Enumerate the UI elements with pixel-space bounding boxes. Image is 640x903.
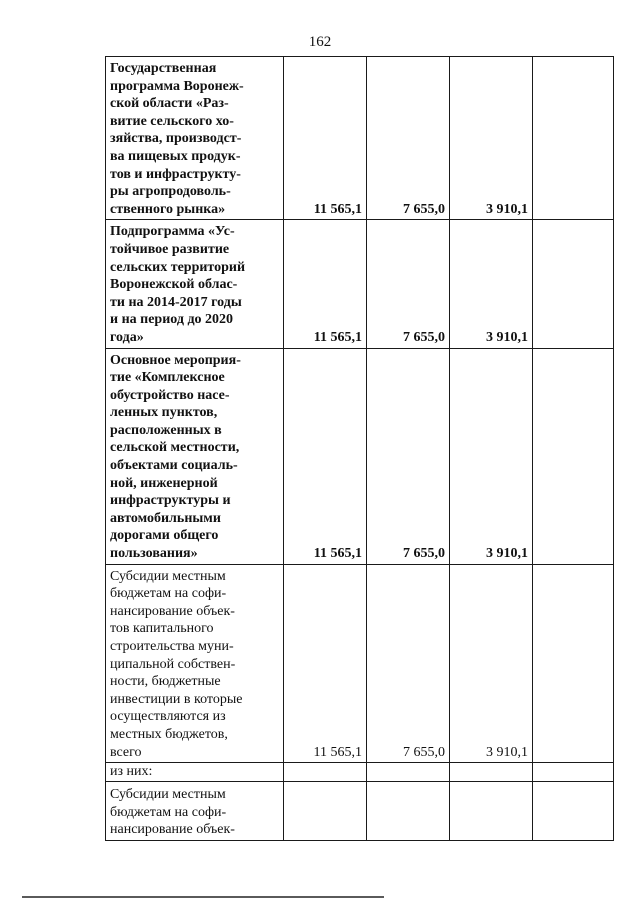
value-cell: 3 910,1: [450, 57, 533, 220]
row-name-line: года»: [110, 329, 144, 345]
row-name-line: Основное мероприя-: [110, 352, 241, 368]
row-name-line: тов капитального: [110, 621, 214, 637]
row-name-line: нансирование объек-: [110, 822, 235, 838]
row-name-line: бюджетам на софи-: [110, 804, 227, 820]
value-cell: 11 565,1: [284, 564, 367, 763]
empty-cell: [533, 57, 614, 220]
row-name-line: ры агропродоволь-: [110, 184, 231, 200]
value-cell: 3 910,1: [450, 564, 533, 763]
empty-cell: [533, 564, 614, 763]
table-row: [106, 782, 614, 841]
row-name-cell: [106, 57, 284, 220]
empty-cell: [367, 763, 450, 782]
row-name-line: и на период до 2020: [110, 312, 234, 328]
row-name-line: Государственная: [110, 61, 217, 76]
empty-cell: [533, 782, 614, 841]
footer-rule: [22, 896, 384, 898]
row-name-line: ва пищевых продук-: [110, 148, 241, 164]
row-name-line: расположенных в: [110, 422, 222, 438]
value-cell: 11 565,1: [284, 220, 367, 348]
table-row: [106, 57, 614, 220]
row-name-line: пользования»: [110, 546, 198, 562]
row-name-line: осуществляются из: [110, 709, 226, 725]
empty-cell: [367, 782, 450, 841]
row-name-line: ной, инженерной: [110, 475, 218, 491]
row-name-line: ской области «Раз-: [110, 96, 229, 112]
empty-cell: [450, 782, 533, 841]
row-name-line: инвестиции в которые: [110, 691, 243, 707]
row-name-line: ципальной собствен-: [110, 656, 236, 672]
row-name-line: ности, бюджетные: [110, 674, 221, 690]
value-cell: 3 910,1: [450, 220, 533, 348]
row-name-line: сельской местности,: [110, 440, 240, 456]
row-name-line: автомобильными: [110, 510, 221, 526]
row-name-line: тие «Комплексное: [110, 370, 225, 386]
empty-cell: [284, 763, 367, 782]
row-name-cell: [106, 220, 284, 348]
row-name-line: программа Воронеж-: [110, 78, 244, 94]
row-name-line: строительства муни-: [110, 639, 234, 654]
row-name-line: витие сельского хо-: [110, 113, 234, 129]
table-row: [106, 763, 614, 782]
row-name-line: тов и инфраструкту-: [110, 166, 241, 182]
page-number: 162: [308, 34, 332, 50]
empty-cell: [450, 763, 533, 782]
value-cell: 11 565,1: [284, 57, 367, 220]
row-name-line: тойчивое развитие: [110, 241, 230, 257]
row-name-line: Подпрограмма «Ус-: [110, 224, 235, 240]
row-name-cell: [106, 348, 284, 564]
row-name-line: объектами социаль-: [110, 458, 238, 474]
value-cell: 11 565,1: [284, 348, 367, 564]
table-row: [106, 348, 614, 564]
table-row: [106, 564, 614, 763]
subheader-cell: из них:: [106, 763, 284, 782]
row-name-line: местных бюджетов,: [110, 726, 228, 742]
row-name-line: Субсидии местным: [110, 568, 226, 584]
row-name-line: всего: [110, 744, 142, 760]
empty-cell: [533, 348, 614, 564]
row-name-line: дорогами общего: [110, 528, 219, 544]
value-cell: 7 655,0: [367, 220, 450, 348]
row-name-line: зяйства, производст-: [110, 131, 242, 147]
row-name-line: Воронежской облас-: [110, 277, 238, 293]
row-name-line: бюджетам на софи-: [110, 586, 227, 602]
row-name-line: ленных пунктов,: [110, 405, 218, 421]
empty-cell: [533, 763, 614, 782]
row-name-line: ти на 2014-2017 годы: [110, 294, 242, 310]
row-name-line: ственного рынка»: [110, 201, 226, 217]
row-name-cell: [106, 564, 284, 763]
empty-cell: [533, 220, 614, 348]
row-name-line: сельских территорий: [110, 259, 246, 275]
value-cell: 7 655,0: [367, 564, 450, 763]
budget-table: [105, 56, 614, 841]
row-name-line: инфраструктуры и: [110, 493, 231, 509]
value-cell: 7 655,0: [367, 348, 450, 564]
row-name-cell: [106, 782, 284, 841]
row-name-line: Субсидии местным: [110, 787, 226, 803]
value-cell: 7 655,0: [367, 57, 450, 220]
row-name-line: нансирование объек-: [110, 603, 235, 619]
row-name-line: обустройство насе-: [110, 387, 230, 403]
value-cell: 3 910,1: [450, 348, 533, 564]
empty-cell: [284, 782, 367, 841]
table-row: [106, 220, 614, 348]
